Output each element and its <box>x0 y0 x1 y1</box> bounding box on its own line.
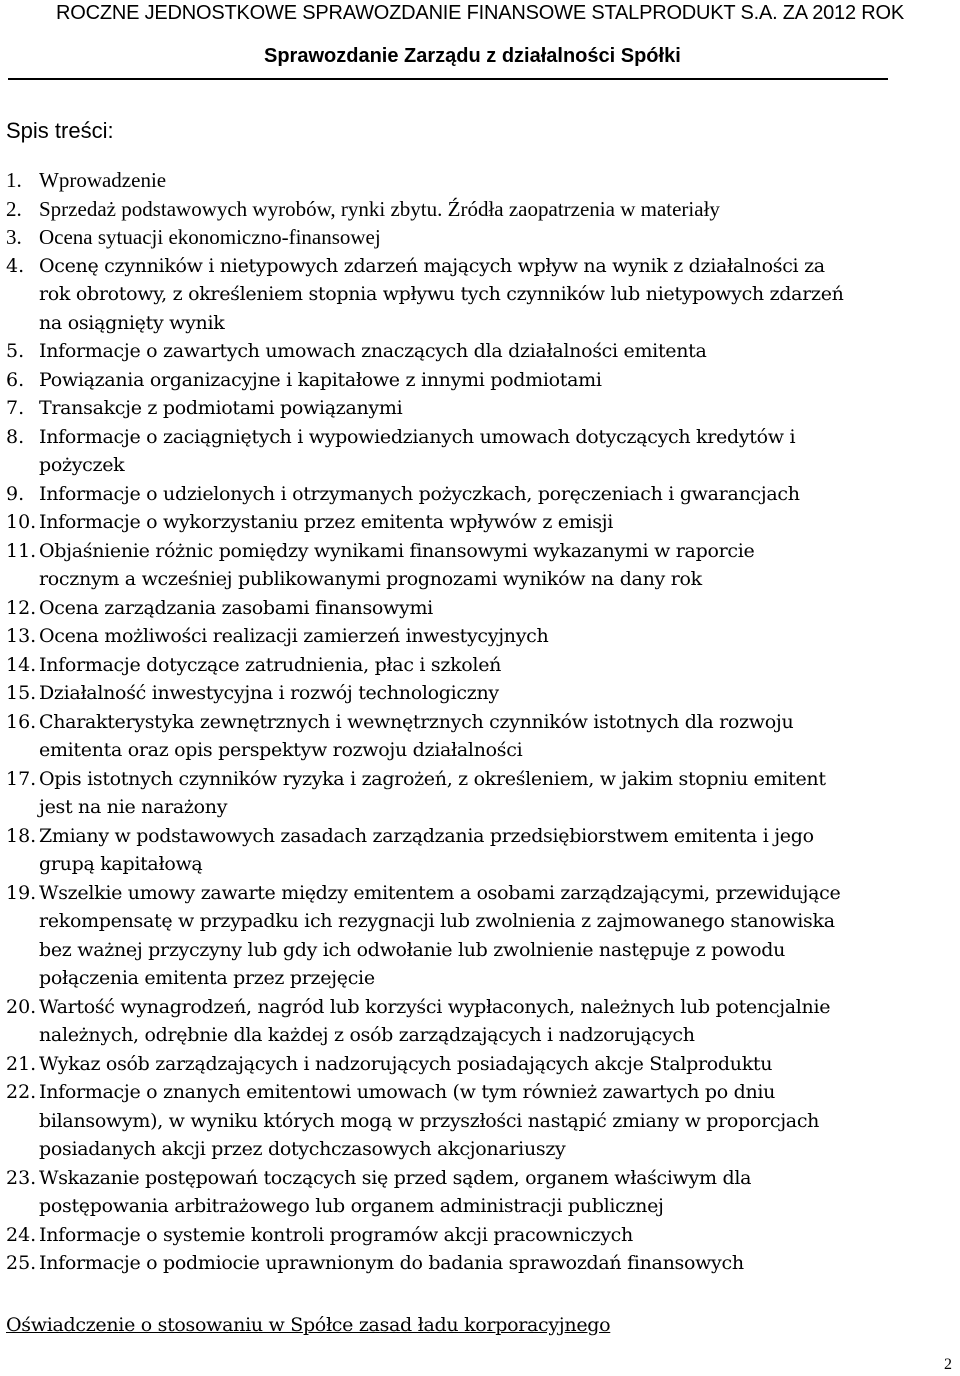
toc-item-number: 19. <box>6 881 37 904</box>
toc-item-number: 8. <box>6 425 25 448</box>
toc-item[interactable] <box>0 993 960 1050</box>
toc-item-text: Informacje o udzielonych i otrzymanych pożyczkach, poręczeniach i gwarancjach <box>39 482 800 505</box>
toc-item-number: 5. <box>6 340 25 362</box>
toc-item-text: rocznym a wcześniej publikowanymi prognozami wyników na dany rok <box>39 568 702 590</box>
toc-item-text: Informacje o systemie kontroli programów akcji pracowniczych <box>39 1223 633 1246</box>
toc-item[interactable] <box>0 1050 960 1079</box>
toc-item-number: 2. <box>6 196 22 221</box>
toc-item[interactable] <box>0 679 960 708</box>
toc-item[interactable] <box>0 366 960 395</box>
toc-item-text: należnych, odrębnie dla każdej z osób zarządzających i nadzorujących <box>39 1024 695 1046</box>
toc-item-text: na osiągnięty wynik <box>39 311 225 334</box>
toc-item-text: emitenta oraz opis perspektyw rozwoju działalności <box>39 739 523 761</box>
toc-item-text: rekompensatę w przypadku ich rezygnacji lub zwolnienia z zajmowanego stanowiska <box>39 910 835 932</box>
toc-item-number: 11. <box>6 539 37 562</box>
toc-item-number: 4. <box>6 254 25 277</box>
toc-item-number: 14. <box>6 653 37 676</box>
toc-item[interactable] <box>0 1164 960 1221</box>
toc-item-text: Informacje o podmiocie uprawnionym do badania sprawozdań finansowych <box>39 1252 744 1274</box>
toc-title: Spis treści: <box>6 118 114 143</box>
toc-item-text: Informacje o zaciągniętych i wypowiedzianych umowach dotyczących kredytów i <box>39 425 796 448</box>
toc-item[interactable] <box>0 822 960 879</box>
toc-item-number: 25. <box>6 1252 37 1274</box>
toc-item[interactable] <box>0 537 960 594</box>
toc-item[interactable] <box>0 708 960 765</box>
report-title: ROCZNE JEDNOSTKOWE SPRAWOZDANIE FINANSOWE STALPRODUKT S.A. ZA 2012 ROK <box>56 2 904 24</box>
toc-item-text: bilansowym), w wyniku których mogą w przyszłości nastąpić zmiany w proporcjach <box>39 1109 820 1132</box>
toc-item[interactable] <box>0 622 960 651</box>
toc-item[interactable] <box>0 195 960 224</box>
toc-item-text: Działalność inwestycyjna i rozwój technologiczny <box>39 682 499 704</box>
toc-item-number: 9. <box>6 482 25 505</box>
toc-item-text: Zmiany w podstawowych zasadach zarządzania przedsiębiorstwem emitenta i jego <box>39 824 814 847</box>
toc-item-number: 13. <box>6 625 37 647</box>
toc-item[interactable] <box>0 252 960 338</box>
toc-item-text: Transakcje z podmiotami powiązanymi <box>39 397 403 419</box>
toc-item[interactable] <box>0 423 960 480</box>
toc-item-number: 17. <box>6 767 37 790</box>
toc-item[interactable] <box>0 1221 960 1250</box>
toc-item[interactable] <box>0 223 960 252</box>
toc-item-number: 10. <box>6 511 37 533</box>
toc-item-number: 12. <box>6 596 37 619</box>
toc-item[interactable] <box>0 166 960 195</box>
toc-item-number: 21. <box>6 1052 37 1075</box>
toc-item[interactable] <box>0 1249 960 1278</box>
toc-item-text: Sprzedaż podstawowych wyrobów, rynki zbytu. Źródła zaopatrzenia w materiały <box>39 196 720 221</box>
toc-item[interactable] <box>0 879 960 993</box>
toc-item-number: 18. <box>6 824 37 847</box>
toc-item-text: Informacje o wykorzystaniu przez emitenta wpływów z emisji <box>39 511 614 533</box>
toc-item-number: 1. <box>6 168 22 192</box>
toc-item-text: Ocenę czynników i nietypowych zdarzeń mających wpływ na wynik z działalności za <box>39 254 825 277</box>
toc-item-text: Wartość wynagrodzeń, nagród lub korzyści wypłaconych, należnych lub potencjalnie <box>39 995 831 1018</box>
toc-item-text: Informacje dotyczące zatrudnienia, płac i szkoleń <box>39 653 502 676</box>
toc-item-text: Wskazanie postępowań toczących się przed sądem, organem właściwym dla <box>39 1166 752 1189</box>
toc-item-number: 3. <box>6 225 22 249</box>
toc-item-number: 6. <box>6 368 25 391</box>
toc-item-text: jest na nie narażony <box>39 796 228 818</box>
toc-item[interactable] <box>0 394 960 423</box>
toc-item-number: 20. <box>6 995 37 1018</box>
toc-item-text: bez ważnej przyczyny lub gdy ich odwołanie lub zwolnienie następuje z powodu <box>39 938 786 961</box>
toc-item-number: 22. <box>6 1081 37 1103</box>
toc-item[interactable] <box>0 594 960 623</box>
toc-item[interactable] <box>0 480 960 509</box>
toc-item[interactable] <box>0 337 960 366</box>
toc-item-text: Powiązania organizacyjne i kapitałowe z innymi podmiotami <box>39 368 602 391</box>
toc-item-text: Opis istotnych czynników ryzyka i zagrożeń, z określeniem, w jakim stopniu emitent <box>39 767 826 790</box>
toc-item-text: Wykaz osób zarządzających i nadzorujących posiadających akcje Stalproduktu <box>39 1052 773 1075</box>
toc-item-text: Charakterystyka zewnętrznych i wewnętrznych czynników istotnych dla rozwoju <box>39 710 794 733</box>
toc-item-text: posiadanych akcji przez dotychczasowych akcjonariuszy <box>39 1138 566 1160</box>
toc-item[interactable] <box>0 651 960 680</box>
corporate-governance-statement-link[interactable]: Oświadczenie o stosowaniu w Spółce zasad ładu korporacyjnego <box>6 1314 611 1336</box>
toc-item-text: Wszelkie umowy zawarte między emitentem a osobami zarządzającymi, przewidujące <box>39 881 841 904</box>
toc-item-text: Ocena możliwości realizacji zamierzeń inwestycyjnych <box>39 625 549 647</box>
toc-item-number: 24. <box>6 1223 37 1246</box>
toc-item[interactable] <box>0 508 960 537</box>
toc-item-text: Objaśnienie różnic pomiędzy wynikami finansowymi wykazanymi w raporcie <box>39 539 755 562</box>
toc-item-number: 15. <box>6 682 37 704</box>
toc-item-number: 7. <box>6 397 25 419</box>
page-number: 2 <box>944 1356 952 1373</box>
toc-item-text: Informacje o znanych emitentowi umowach (w tym również zawartych po dniu <box>39 1081 776 1103</box>
toc-item-text: postępowania arbitrażowego lub organem administracji publicznej <box>39 1195 664 1217</box>
table-of-contents <box>0 166 960 1278</box>
report-subtitle: Sprawozdanie Zarządu z działalności Spółki <box>264 45 681 67</box>
toc-item[interactable] <box>0 765 960 822</box>
toc-item-text: Ocena zarządzania zasobami finansowymi <box>39 596 433 619</box>
toc-item-text: Ocena sytuacji ekonomiczno-finansowej <box>39 225 381 249</box>
toc-item-text: Informacje o zawartych umowach znaczących dla działalności emitenta <box>39 340 707 362</box>
toc-item-text: rok obrotowy, z określeniem stopnia wpływu tych czynników lub nietypowych zdarzeń <box>39 283 844 305</box>
header-rule <box>8 78 888 80</box>
toc-item-number: 16. <box>6 710 37 733</box>
toc-item-text: połączenia emitenta przez przejęcie <box>39 967 375 989</box>
toc-item-text: pożyczek <box>39 454 125 476</box>
toc-item-text: Wprowadzenie <box>39 168 167 192</box>
toc-item[interactable] <box>0 1078 960 1164</box>
toc-item-number: 23. <box>6 1166 37 1189</box>
toc-item-text: grupą kapitałową <box>39 853 203 875</box>
